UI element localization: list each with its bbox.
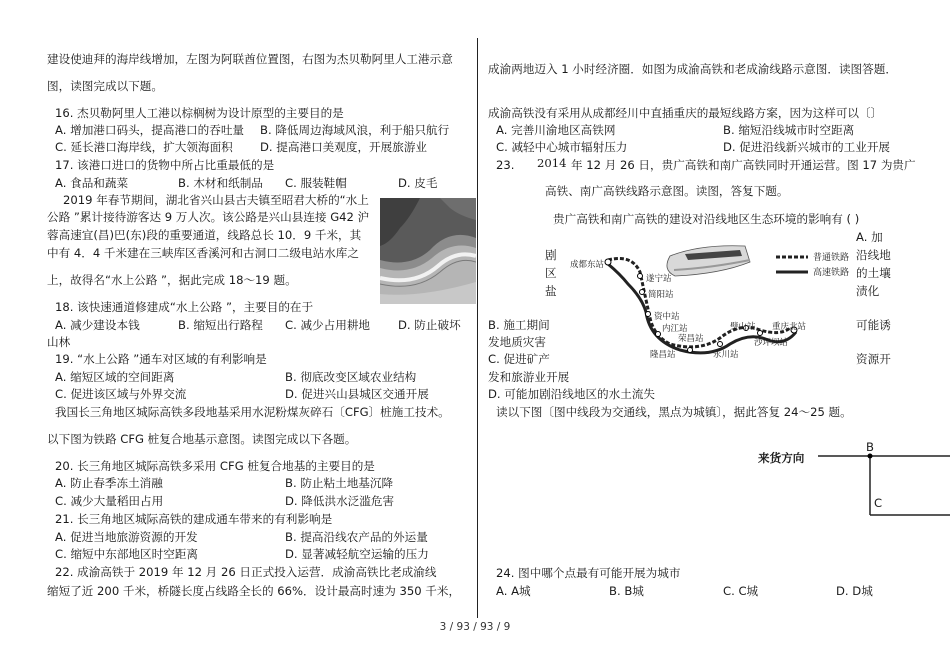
station-jianyang: 简阳站 [648, 290, 674, 300]
q19-option-b: B. 彻底改变区域农业结构 [285, 370, 417, 384]
passage-line-2: 公路 ”累计接待游客达 9 万人次。该公路是兴山县连接 G42 沪 [47, 210, 370, 224]
question-23-cont: 高铁、南广高铁线路示意图。读图，答复下题。 [545, 184, 789, 198]
q19-option-a: A. 缩短区域的空间距离 [55, 370, 175, 384]
passage-24: 读以下图〔图中线段为交通线，黑点为城镇〕，据此答复 24～25 题。 [496, 405, 852, 419]
station-bishan: 璧山站 [730, 322, 756, 332]
legend-high-speed-rail: 高速铁路 [813, 268, 850, 278]
q23-option-a-4: 渍化 [856, 284, 880, 298]
side-char-2: 区 [545, 266, 557, 280]
q18-option-a: A. 减少建设本钱 [55, 318, 140, 332]
question-17: 17. 该港口进口的货物中所占比重最低的是 [55, 158, 275, 172]
q20-option-c: C. 减少大量稻田占用 [55, 494, 164, 508]
q21-option-c: C. 缩短中东部地区时空距离 [55, 547, 198, 561]
question-23-year: 2014 [537, 156, 567, 170]
q18-option-b: B. 缩短出行路程 [178, 318, 263, 332]
q19-option-d: D. 促进兴山县城区交通开展 [285, 387, 429, 401]
station-yongchuan: 永川站 [713, 350, 739, 360]
question-16: 16. 杰贝勒阿里人工港以棕榈树为设计原型的主要目的是 [55, 106, 344, 120]
q23-option-a-3: 的土壤 [856, 266, 891, 280]
q23-option-b-2: 发地质灾害 [488, 335, 546, 349]
water-road-photo [380, 198, 476, 304]
question-23-number: 23. [496, 158, 515, 172]
right-line-2: 成渝高铁没有采用从成都经川中直插重庆的最短线路方案，因为这样可以〔〕 [488, 106, 883, 120]
q17-option-d: D. 皮毛 [398, 176, 438, 190]
q17-option-b: B. 木材和纸制品 [178, 176, 263, 190]
q21-option-b: B. 提高沿线农产品的外运量 [285, 530, 428, 544]
station-longchang: 隆昌站 [650, 350, 676, 360]
q20-option-a: A. 防止春季冻土消融 [55, 476, 163, 490]
q18-option-d: D. 防止破坏 [398, 318, 461, 332]
question-18: 18. 该快速通道修建成“水上公路 ”，主要目的在于 [55, 300, 314, 314]
station-zizhong: 资中站 [654, 312, 680, 322]
legend-normal-rail: 普通铁路 [813, 253, 850, 263]
side-char-3: 盐 [545, 284, 557, 298]
q16-option-b: B. 降低周边海域风浪，利于船只航行 [260, 123, 450, 137]
r-option-b: B. 缩短沿线城市时空距离 [723, 123, 855, 137]
q19-option-c: C. 促进该区域与外界交流 [55, 387, 187, 401]
question-23: 年 12 月 26 日，贵广高铁和南广高铁同时开通运营。图 17 为贵广 [571, 158, 916, 172]
side-char-1: 剧 [545, 248, 557, 262]
transport-route-map [750, 440, 950, 520]
q23-option-c-3: 发和旅游业开展 [488, 370, 570, 384]
q24-option-b: B. B城 [609, 584, 644, 598]
passage-line-1: 2019 年春节期间，湖北省兴山县古夫镇至昭君大桥的“水上 [63, 193, 369, 207]
station-shapingba: 沙坪坝站 [754, 338, 789, 348]
question-24: 24. 图中哪个点最有可能开展为城市 [496, 566, 681, 580]
q16-option-a: A. 增加港口码头，提高港口的吞吐量 [55, 123, 245, 137]
question-22: 22. 成渝高铁于 2019 年 12 月 26 日正式投入运营．成渝高铁比老成渝线 [55, 565, 437, 579]
passage-cfg-1: 我国长三角地区城际高铁多段地基采用水泥粉煤灰碎石〔CFG〕桩施工技术。 [55, 405, 450, 419]
q17-option-c: C. 服装鞋帽 [285, 176, 347, 190]
q23-option-b-1: B. 施工期间 [488, 318, 550, 332]
q16-option-d: D. 提高港口美观度，开展旅游业 [260, 140, 428, 154]
passage-line-4: 中有 4．4 千米建在三峡库区香溪河和古洞口二级电站水库之 [47, 246, 359, 260]
column-divider [477, 38, 478, 618]
passage-line-3: 蓉高速宜(昌)巴(东)段的重要通道，线路总长 10．9 千米，其 [47, 228, 362, 242]
r-option-a: A. 完善川渝地区高铁网 [496, 123, 616, 137]
station-suining: 遂宁站 [646, 274, 672, 284]
question-21: 21. 长三角地区城际高铁的建成通车带来的有利影响是 [55, 512, 333, 526]
question-19: 19. “水上公路 ”通车对区域的有利影响是 [55, 352, 267, 366]
r-option-d: D. 促进沿线新兴城市的工业开展 [723, 140, 891, 154]
q24-option-c: C. C城 [723, 584, 759, 598]
question-22-cont: 缩短了近 200 千米，桥隧长度占线路全长的 66%．设计最高时速为 350 千米， [47, 584, 461, 598]
r-option-c: C. 减轻中心城市辐射压力 [496, 140, 628, 154]
station-neijiang: 内江站 [662, 324, 688, 334]
page-number: 3 / 93 / 93 / 9 [439, 621, 511, 633]
q23-option-a-1: A. 加 [856, 230, 883, 244]
q18-option-d-cont: 山林 [47, 335, 71, 349]
q23-option-a-2: 沿线地 [856, 248, 891, 262]
passage-cfg-2: 以下图为铁路 CFG 桩复合地基示意图。读图完成以下各题。 [47, 432, 357, 446]
q24-option-a: A. A城 [496, 584, 531, 598]
label-cargo-direction: 来货方向 [758, 451, 805, 465]
label-point-b: B [866, 440, 874, 454]
railway-map [550, 240, 850, 376]
q23-option-b-3: 可能诱 [856, 318, 891, 332]
q24-option-d: D. D城 [836, 584, 873, 598]
intro-line-1: 建设使迪拜的海岸线增加，左图为阿联酋位置图，右图为杰贝勒阿里人工港示意 [47, 52, 453, 66]
question-20: 20. 长三角地区城际高铁多采用 CFG 桩复合地基的主要目的是 [55, 459, 375, 473]
q23-option-c-1: C. 促进矿产 [488, 352, 550, 366]
q23-option-c-2: 资源开 [856, 352, 891, 366]
label-point-c: C [874, 496, 883, 510]
station-rongchang: 荣昌站 [678, 334, 704, 344]
q20-option-d: D. 降低洪水泛滥危害 [285, 494, 395, 508]
right-line-1: 成渝两地迈入 1 小时经济圈．如图为成渝高铁和老成渝线路示意图．读图答题． [488, 62, 897, 76]
question-23-stem: 贵广高铁和南广高铁的建设对沿线地区生态环境的影响有 ( ) [553, 212, 860, 226]
q23-option-d: D. 可能加剧沿线地区的水土流失 [488, 387, 656, 401]
station-chongqing-north: 重庆北站 [772, 322, 807, 332]
station-chengdu: 成都东站 [570, 260, 605, 270]
q17-option-a: A. 食品和蔬菜 [55, 176, 129, 190]
passage-line-5: 上，故得名“水上公路 ”，据此完成 18～19 题。 [47, 273, 297, 287]
q18-option-c: C. 减少占用耕地 [285, 318, 371, 332]
q21-option-d: D. 显著减轻航空运输的压力 [285, 547, 429, 561]
q21-option-a: A. 促进当地旅游资源的开发 [55, 530, 198, 544]
q20-option-b: B. 防止粘土地基沉降 [285, 476, 394, 490]
q16-option-c: C. 延长港口海岸线，扩大领海面积 [55, 140, 233, 154]
intro-line-2: 图，读图完成以下题。 [47, 79, 163, 93]
